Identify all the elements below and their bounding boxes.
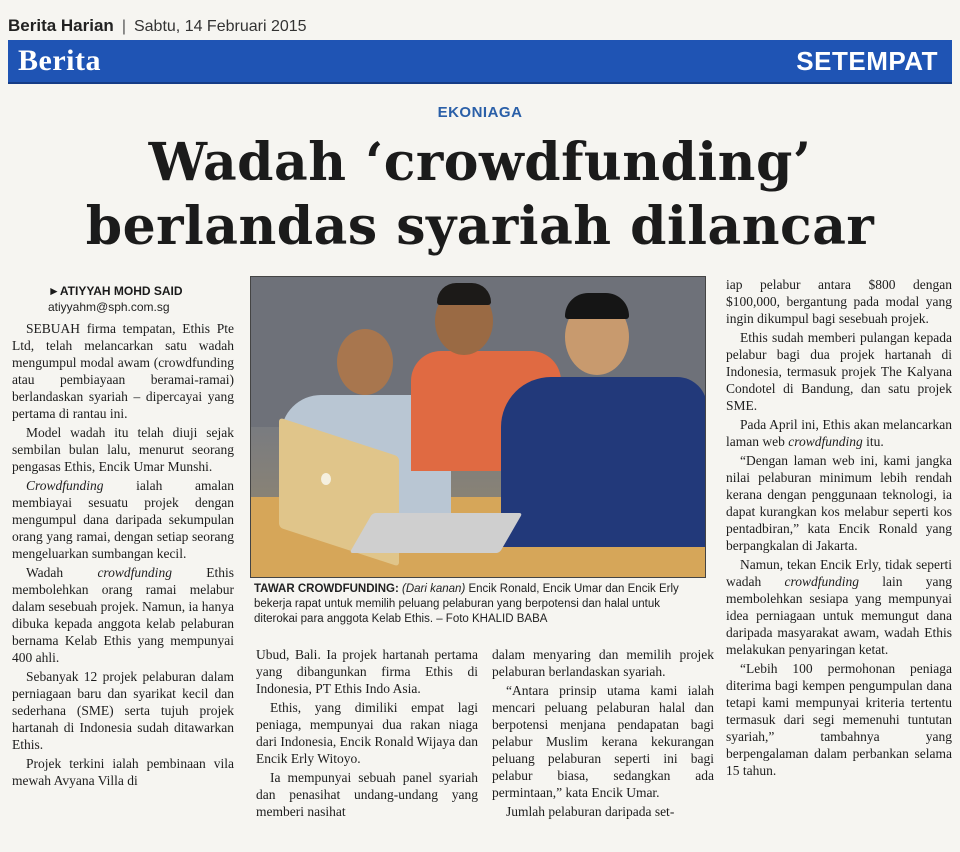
laptop-logo-icon: [321, 473, 331, 485]
masthead-separator: |: [121, 18, 126, 35]
italic-term: crowdfunding: [788, 434, 863, 449]
paragraph: Ethis sudah memberi pulangan kepada pelabur bagi dua projek hartanah di Indonesia, termasuk projek The Kalyana Condotel di Bandung, dan satu projek SME.: [726, 330, 952, 413]
person-middle-hair: [437, 283, 491, 305]
person-right-body: [501, 377, 706, 547]
section-banner: [8, 40, 952, 84]
paragraph: Ia mempunyai sebuah panel syariah dan penasihat undang-undang yang memberi nasihat: [256, 770, 478, 819]
paragraph: Ethis, yang dimiliki empat lagi peniaga, mempunyai dua rakan niaga dari Indonesia, Encik Ronald Wijaya dan Encik Erly Witoyo.: [256, 700, 478, 766]
paragraph: [12, 477, 234, 562]
paragraph: [726, 416, 952, 450]
paragraph: SEBUAH firma tempatan, Ethis Pte Ltd, telah melancarkan satu wadah mengumpul modal awam (crowdfunding atau pembiayaan beramai-ramai) berlandaskan syariah – dipercayai yang pertama di rantau ini.: [12, 321, 234, 421]
byline: ►ATIYYAH MOHD SAID: [48, 284, 183, 298]
article-column-3: [492, 646, 714, 846]
caption-italic: (Dari kanan): [402, 583, 466, 595]
author-email: atiyyahm@sph.com.sg: [48, 300, 170, 314]
paragraph-text: Namun, tekan Encik Erly, tidak seperti wadah: [726, 557, 952, 589]
article-column-1: [12, 320, 234, 846]
italic-term: crowdfunding: [97, 565, 172, 580]
paragraph: iap pelabur antara $800 dengan $100,000, bergantung pada modal yang ingin dikumpul bagi sesebuah projek.: [726, 277, 952, 326]
person-left-head: [337, 329, 393, 395]
article-column-4: [726, 276, 952, 846]
paragraph: Projek terkini ialah pembinaan vila mewah Avyana Villa di: [12, 756, 234, 788]
section-name: Berita: [18, 44, 101, 77]
paragraph: dalam menyaring dan memilih projek pelaburan berlandaskan syariah.: [492, 647, 714, 679]
paragraph: “Antara prinsip utama kami ialah mencari peluang pelaburan halal dan berpotensi menjana pendapatan bagi pelabur Muslim kerana kekurangan peluang pelaburan seperti ini bagi pelabur biasa, sedangkan ada permintaan,” kata Encik Umar.: [492, 683, 714, 800]
paragraph: Model wadah itu telah diuji sejak sembilan bulan lalu, menurut seorang pengasas Ethis, Encik Umar Munshi.: [12, 425, 234, 474]
headline-line-2: berlandas syariah dilancar: [85, 196, 875, 257]
photo-caption: [254, 582, 706, 627]
laptop-keyboard: [349, 513, 522, 553]
paragraph: “Dengan laman web ini, kami jangka nilai pelaburan minimum lebih rendah kerana dengan penggunaan teknologi, ia dapat kurangkan kos melabur seperti kos pentadbiran,” kata Encik Ronald yang berpangkalan di Jakarta.: [726, 453, 952, 553]
article-kicker: EKONIAGA: [437, 104, 523, 121]
paragraph: Jumlah pelaburan daripada set-: [506, 804, 675, 819]
paragraph-text: lain yang membolehkan sesiapa yang mempunyai idea perniagaan untuk memungut dana daripada masyarakat awam, wadah Ethis melakukan penyaringan ketat.: [726, 574, 952, 657]
caption-text: Encik Ronald, Encik Umar dan Encik Erly bekerja rapat untuk memilih peluang pelaburan yang berpotensi dan halal untuk diterokai para anggota Kelab Ethis. – Foto KHALID BABA: [254, 583, 679, 625]
paragraph-text: ialah amalan membiayai sesuatu projek dengan mengumpul dana daripada sekumpulan orang yang ramai, dengan setiap seorang mengeluarkan sumbangan kecil.: [12, 478, 234, 561]
paragraph: [12, 564, 234, 666]
paragraph: [726, 556, 952, 658]
paragraph: “Lebih 100 permohonan peniaga diterima bagi kempen pengumpulan dana tetapi kami mempunyai kriteria tertentu termasuk dari segi memenuhi tuntutan syariah,” tambahnya yang berpengalaman dalam perbankan selama 15 tahun.: [726, 661, 952, 778]
paragraph-text: Ethis membolehkan orang ramai melabur dalam sesebuah projek. Namun, ia hanya dibuka kepada anggota kelab pelaburan bernama Kelab Ethis yang mempunyai 400 ahli.: [12, 565, 234, 665]
italic-term: crowdfunding: [784, 574, 859, 589]
italic-term: Crowdfunding: [26, 478, 104, 493]
article-photo: [250, 276, 706, 578]
paragraph-text: itu.: [862, 434, 884, 449]
paragraph: Sebanyak 12 projek pelaburan dalam perniagaan baru dan syarikat kecil dan sederhana (SME) serta tujuh projek hartanah di Indonesia sudah ditawarkan Ethis.: [12, 669, 234, 752]
newspaper-name: Berita Harian: [8, 16, 114, 35]
caption-heading: TAWAR CROWDFUNDING:: [254, 583, 402, 595]
person-right-hair: [565, 293, 629, 319]
paragraph-text: Wadah: [26, 565, 98, 580]
paragraph-text: Pada April ini, Ethis akan melancarkan laman web: [726, 417, 952, 449]
section-category: SETEMPAT: [796, 46, 938, 76]
headline-line-1: Wadah ‘crowdfunding’: [148, 132, 812, 193]
publication-date: Sabtu, 14 Februari 2015: [133, 18, 307, 35]
masthead: [8, 16, 307, 38]
paragraph: Ubud, Bali. Ia projek hartanah pertama yang dibangunkan firma Ethis di Indonesia, PT Ethis Indo Asia.: [256, 647, 478, 696]
article-column-2: [256, 646, 478, 846]
